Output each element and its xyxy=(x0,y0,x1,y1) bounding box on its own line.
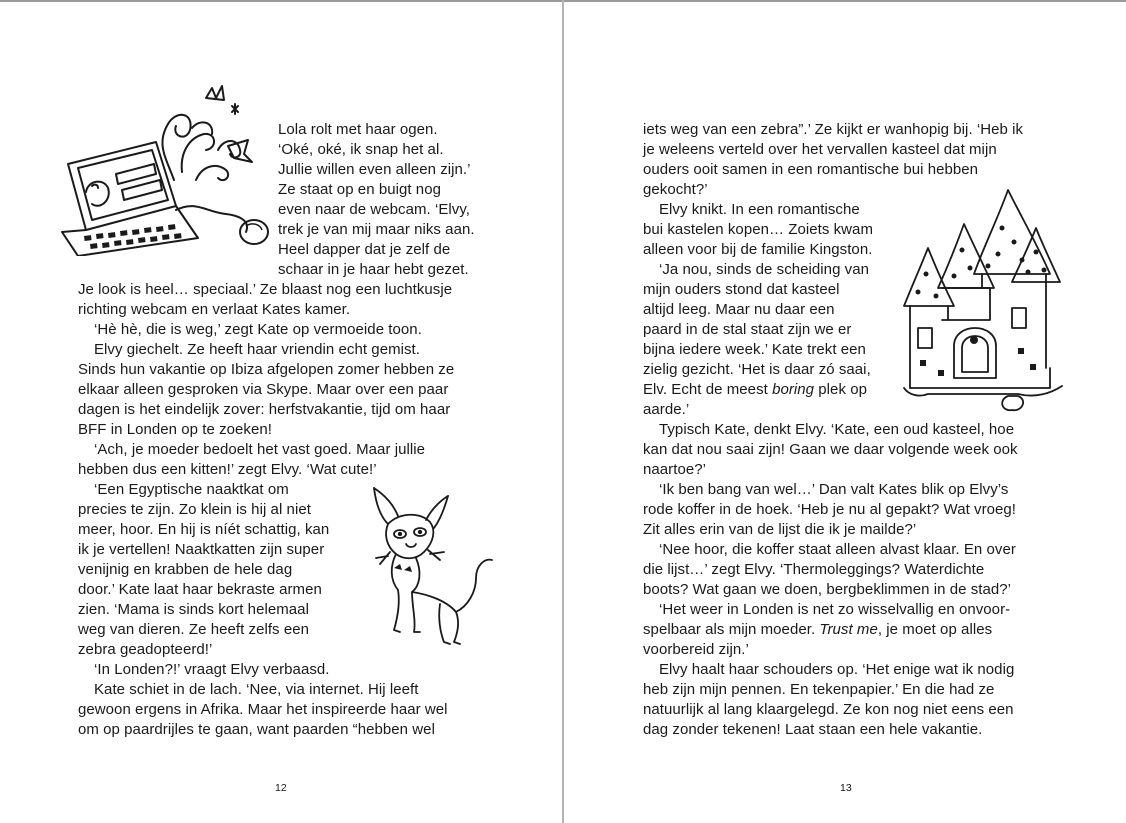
text-line: ‘Ik ben bang van wel…’ Dan valt Kates blik op Elvy’s xyxy=(659,481,1009,498)
text-fragment: spelbaar als mijn moeder. xyxy=(643,621,816,638)
text-line: dag zonder tekenen! Laat staan een hele vakantie. xyxy=(643,721,983,738)
text-line: richting webcam en verlaat Kates kamer. xyxy=(78,301,351,318)
text-line: bui kastelen kopen… Zoiets kwam xyxy=(643,221,873,238)
text-line: Typisch Kate, denkt Elvy. ‘Kate, een oud kasteel, hoe xyxy=(659,421,1015,438)
hairless-cat-sketch-icon xyxy=(360,482,500,654)
text-line: mijn ouders stond dat kasteel xyxy=(643,281,840,298)
text-line: schaar in je haar hebt gezet. xyxy=(278,261,469,278)
text-line: precies te zijn. Zo klein is hij al niet xyxy=(78,501,311,518)
text-line: trek je van mij maar niks aan. xyxy=(278,221,475,238)
text-line: bijna iedere week.’ Kate trekt een xyxy=(643,341,866,358)
text-line: hebben dus een kitten!’ zegt Elvy. ‘Wat cute!’ xyxy=(78,461,377,478)
text-line: ‘In Londen?!’ vraagt Elvy verbaasd. xyxy=(94,661,330,678)
text-line: zebra geadopteerd!’ xyxy=(78,641,213,658)
text-line: voorbereid zijn.’ xyxy=(643,641,749,658)
text-line: ‘Een Egyptische naaktkat om xyxy=(94,481,289,498)
text-line: ‘Ach, je moeder bedoelt het vast goed. Maar jullie xyxy=(94,441,426,458)
page-right xyxy=(564,2,1126,823)
text-line xyxy=(643,620,992,640)
text-line: dagen is het eindelijk zover: herfstvakantie, tijd om haar xyxy=(78,401,451,418)
text-line: ‘Ja nou, sinds de scheiding van xyxy=(659,261,870,278)
text-line: ‘Nee hoor, die koffer staat alleen alvast klaar. En over xyxy=(659,541,1016,558)
text-line: ouders ooit samen in een romantische bui hebben xyxy=(643,161,979,178)
text-line: aarde.’ xyxy=(643,401,690,418)
text-line: paard in de stal staat zijn we er xyxy=(643,321,852,338)
text-line: elkaar alleen gesproken via Skype. Maar over een paar xyxy=(78,381,449,398)
text-line: Elvy haalt haar schouders op. ‘Het enige wat ik nodig xyxy=(659,661,1015,678)
text-line: zien. ‘Mama is sinds kort helemaal xyxy=(78,601,309,618)
text-line: gewoon ergens in Afrika. Maar het inspireerde haar wel xyxy=(78,701,448,718)
text-line: heb zijn mijn pennen. En tekenpapier.’ En die had ze xyxy=(643,681,995,698)
text-line: Jullie willen even alleen zijn.’ xyxy=(278,161,471,178)
text-line: ‘Hè hè, die is weg,’ zegt Kate op vermoeide toon. xyxy=(94,321,422,338)
castle-sketch-icon xyxy=(898,188,1068,414)
text-line: Ze staat op en buigt nog xyxy=(278,181,441,198)
text-line: Elvy giechelt. Ze heeft haar vriendin echt gemist. xyxy=(94,341,420,358)
text-fragment: Elv. Echt de meest xyxy=(643,381,768,398)
text-line: ‘Het weer in Londen is net zo wisselvallig en onvoor- xyxy=(659,601,1011,618)
text-line: kan dat nou saai zijn! Gaan we daar volgende week ook xyxy=(643,441,1018,458)
laptop-sketch-icon xyxy=(56,80,274,256)
text-fragment: , je moet op alles xyxy=(877,621,993,638)
text-line: Zit alles erin van de lijst die ik je mailde?’ xyxy=(643,521,917,538)
text-line: die lijst…’ zegt Elvy. ‘Thermoleggings? Waterdichte xyxy=(643,561,985,578)
text-line: naartoe?’ xyxy=(643,461,706,478)
text-line: Lola rolt met haar ogen. xyxy=(278,121,438,138)
text-line: iets weg van een zebra”.’ Ze kijkt er wanhopig bij. ‘Heb ik xyxy=(643,121,1024,138)
text-line: ik je vertellen! Naaktkatten zijn super xyxy=(78,541,325,558)
page-number: 13 xyxy=(840,782,852,794)
text-line: Kate schiet in de lach. ‘Nee, via internet. Hij leeft xyxy=(94,681,419,698)
text-line: gekocht?’ xyxy=(643,181,708,198)
italic-word: boring xyxy=(772,381,815,398)
text-line xyxy=(643,380,867,400)
text-line: weg van dieren. Ze heeft zelfs een xyxy=(78,621,310,638)
text-line: rode koffer in de hoek. ‘Heb je nu al gepakt? Wat vroeg! xyxy=(643,501,1017,518)
text-line: Je look is heel… speciaal.’ Ze blaast nog een luchtkusje xyxy=(78,281,453,298)
text-line: Heel dapper dat je zelf de xyxy=(278,241,451,258)
text-line: zielig gezicht. ‘Het is daar zó saai, xyxy=(643,361,871,378)
text-line: BFF in Londen op te zoeken! xyxy=(78,421,272,438)
text-fragment: plek op xyxy=(818,381,868,398)
text-line: Elvy knikt. In een romantische xyxy=(659,201,860,218)
text-line: je weleens verteld over het vervallen kasteel dat mijn xyxy=(643,141,997,158)
text-line: Sinds hun vakantie op Ibiza afgelopen zomer hebben ze xyxy=(78,361,455,378)
text-line: om op paardrijles te gaan, want paarden “hebben wel xyxy=(78,721,435,738)
text-line: alleen voor bij de familie Kingston. xyxy=(643,241,873,258)
text-line: natuurlijk al lang klaargelegd. Ze kon nog niet eens een xyxy=(643,701,1014,718)
text-line: even naar de webcam. ‘Elvy, xyxy=(278,201,470,218)
text-line: ‘Oké, oké, ik snap het al. xyxy=(278,141,444,158)
page-number: 12 xyxy=(275,782,287,794)
text-line: boots? Wat gaan we doen, bergbeklimmen in de stad?’ xyxy=(643,581,1012,598)
text-line: venijnig en krabben de hele dag xyxy=(78,561,293,578)
page-left xyxy=(0,2,562,823)
text-line: door.’ Kate laat haar bekraste armen xyxy=(78,581,322,598)
italic-phrase: Trust me xyxy=(819,621,878,638)
text-line: meer, hoor. En hij is níét schattig, kan xyxy=(78,521,330,538)
text-line: altijd leeg. Maar nu daar een xyxy=(643,301,835,318)
